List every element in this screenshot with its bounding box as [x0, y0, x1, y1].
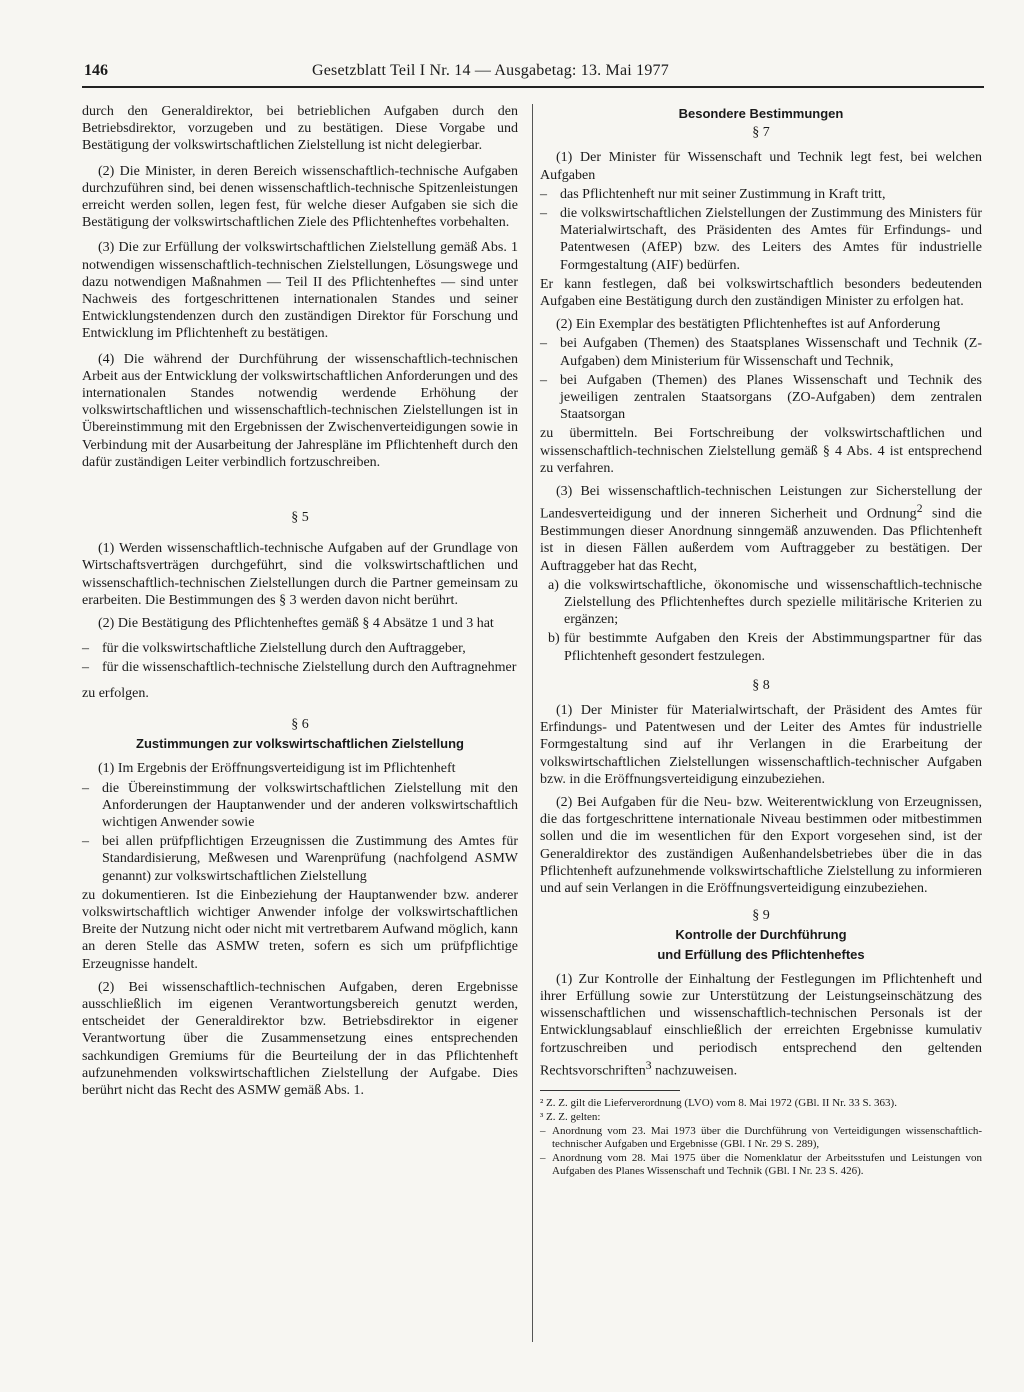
list-item	[540, 630, 982, 664]
running-title: Gesetzblatt Teil I Nr. 14 — Ausgabetag: 13. Mai 1977	[312, 62, 669, 79]
section-number: § 5	[291, 510, 309, 526]
right-column	[540, 103, 982, 1179]
dash-mark: –	[82, 780, 89, 796]
list-item	[82, 640, 518, 657]
section-number: § 8	[752, 677, 770, 693]
paragraph: (4) Die während der Durchführung der wissenschaftlich-technischen Arbeit aus der Entwicklung der volkswirtschaftlichen Anforderungen und des internationalen Standes notwendig werdende Erhöhung der volkswirtschaftlichen und wissenschaftlich-technischen Zielstellungen ist in Übereinstimmung mit den Ergebnissen der Zwischenverteidigungen sowie in Verbindung mit der Ausarbeitung der Jahrespläne im Pflichtenheft durch den dafür zuständigen Leiter verbindlich fortzuschreiben.	[82, 351, 518, 470]
footnote: ³ Z. Z. gelten:	[540, 1110, 601, 1123]
section-heading: und Erfüllung des Pflichtenheftes	[657, 946, 865, 962]
list-item-text: die Übereinstimmung der volkswirtschaftlichen Zielstellung mit den Anforderungen der Hauptanwender und der anderen volkswirtschaftlich wichtigen Anwender sowie	[102, 780, 518, 830]
footnote-item	[540, 1125, 982, 1151]
paragraph-text: sind die Bestimmungen dieser Anordnung sinngemäß anzuwenden. Das Pflichtenheft ist in diesen Fällen außerdem vom Auftraggeber zu bestätigen. Der Auftraggeber hat das Recht,	[540, 506, 982, 574]
left-column	[82, 103, 518, 1099]
list-item	[540, 186, 982, 203]
header-rule	[82, 86, 984, 88]
section-number: § 7	[752, 125, 770, 141]
paragraph: Er kann festlegen, daß bei volkswirtschaftlich besonders bedeutenden Aufgaben eine Bestätigung durch den zuständigen Minister zu erfolgen hat.	[540, 276, 982, 310]
paragraph: (2) Die Minister, in deren Bereich wissenschaftlich-technische Aufgaben durchzuführen sind, bei denen wissenschaftlich-technische Spitzenleistungen erreicht werden sollen, legen fest, für welche dieser Aufgaben sie sich die Bestätigung der volkswirtschaftlichen Ziele des Pflichtenheftes vorbehalten.	[82, 163, 518, 231]
list-marker: a)	[548, 577, 559, 593]
paragraph: (1) Werden wissenschaftlich-technische Aufgaben auf der Grundlage von Wirtschaftsverträgen durchgeführt, sind die volkswirtschaftlichen und wissenschaftlich-technischen Zielstellungen durch die Partner gemeinsam zu erarbeiten. Die Bestimmungen des § 3 werden davon nicht berührt.	[82, 541, 518, 608]
dash-mark: –	[540, 336, 547, 352]
list-item-text: bei Aufgaben (Themen) des Staatsplanes Wissenschaft und Technik (Z-Aufgaben) dem Ministerium für Wissenschaft und Technik,	[560, 336, 982, 369]
paragraph-text: (1) Zur Kontrolle der Einhaltung der Festlegungen im Pflichtenheft und ihrer Erfüllung sowie zur Unterstützung der Leistungseinschätzung des wissenschaftlichen und wissenschaftlich-technischen Personals ist der Entwicklungsablauf einschließlich der erreichten Ergebnisse kumulativ fortzuschreiben und periodisch entsprechend den geltenden Rechtsvorschriften	[540, 971, 982, 1079]
list-item-text: bei Aufgaben (Themen) des Planes Wissenschaft und Technik des jeweiligen zentralen Staatsorgans (ZO-Aufgaben) dem zentralen Staatsorgan	[560, 372, 982, 423]
paragraph: (1) Der Minister für Wissenschaft und Technik legt fest, bei welchen Aufgaben	[540, 150, 982, 183]
list-item-text: die volkswirtschaftliche, ökonomische und wissenschaftlich-technische Zielstellung des Pflichtenheftes durch spezielle militärische Kriterien zu ergänzen;	[564, 577, 982, 628]
paragraph	[540, 483, 982, 575]
paragraph: (2) Bei wissenschaftlich-technischen Aufgaben, deren Ergebnisse ausschließlich im eigenen Verantwortungsbereich genutzt werden, entscheidet der Generaldirektor bzw. Betriebsdirektor in eigener Verantwortung über die Zusammensetzung eines entsprechenden sachkundigen Gremiums für die Beurteilung der in das Pflichtenheft aufzunehmenden volkswirtschaftlichen Zielstellung der Aufgabe. Dies berührt nicht das Recht des ASMW gemäß Abs. 1.	[82, 979, 518, 1098]
section-number: § 6	[291, 716, 309, 732]
list-item-text: das Pflichtenheft nur mit seiner Zustimmung in Kraft tritt,	[560, 186, 886, 202]
list-marker: b)	[548, 631, 560, 647]
list-item	[540, 335, 982, 369]
list-item-text: bei allen prüfpflichtigen Erzeugnissen die Zustimmung des Amtes für Standardisierung, Meßwesen und Warenprüfung (nachfolgend ASMW genannt) zur volkswirtschaftlichen Zielstellung	[102, 834, 518, 884]
paragraph: zu übermitteln. Bei Fortschreibung der volkswirtschaftlichen und wissenschaftlich-technischen Zielstellung gemäß § 4 Abs. 4 ist entsprechend zu verfahren.	[540, 426, 982, 476]
list-item-text: für bestimmte Aufgaben den Kreis der Abstimmungspartner für das Pflichtenheft gesondert festzulegen.	[564, 631, 982, 664]
paragraph: (3) Die zur Erfüllung der volkswirtschaftlichen Zielstellung gemäß Abs. 1 notwendigen wissenschaftlich-technischen Zielstellungen, Lösungswege und dazu notwendigen Maßnahmen — Teil II des Pflichtenheftes — sind unter Nachweis des fortgeschrittenen internationalen Standes und seiner Entwicklungstendenzen durch den zuständigen Direktor für Forschung und Entwicklung im Pflichtenheft zu bestätigen.	[82, 240, 518, 342]
dash-mark: –	[82, 660, 89, 676]
footnote-item	[540, 1152, 982, 1178]
list-item-text: für die wissenschaftlich-technische Zielstellung durch den Auftragnehmer	[102, 660, 517, 676]
column-divider	[532, 104, 533, 1342]
paragraph: (2) Die Bestätigung des Pflichtenheftes gemäß § 4 Absätze 1 und 3 hat	[98, 616, 494, 632]
footnote-ref: 2	[916, 502, 923, 516]
paragraph	[540, 971, 982, 1080]
page-number: 146	[84, 62, 108, 79]
dash-mark: –	[540, 1124, 546, 1137]
section-heading: Besondere Bestimmungen	[678, 106, 844, 121]
paragraph: (2) Ein Exemplar des bestätigten Pflichtenheftes ist auf Anforderung	[556, 317, 941, 333]
list-item	[82, 659, 518, 676]
dash-mark: –	[82, 641, 89, 657]
list-item	[82, 833, 518, 885]
dash-mark: –	[82, 834, 89, 850]
dash-mark: –	[540, 372, 547, 388]
paragraph-text: nachzuweisen.	[651, 1063, 738, 1079]
list-item	[540, 205, 982, 274]
footnote-text: Anordnung vom 28. Mai 1975 über die Nomenklatur der Arbeitsstufen und Leistungen von Aufgaben des Planes Wissenschaft und Technik (GBl. I Nr. 23 S. 426).	[552, 1151, 982, 1177]
paragraph-text: (3) Bei wissenschaftlich-technischen Leistungen zur Sicherstellung der Landesverteidigung und der inneren Sicherheit und Ordnung	[540, 484, 982, 522]
list-item-text: die volkswirtschaftlichen Zielstellungen der Zustimmung des Ministers für Materialwirtschaft, des Präsidenten des Amtes für Erfindungs- und Patentwesen (AfEP) bzw. des Leiters des Amtes für industrielle Formgestaltung (AIF) bedürfen.	[560, 206, 982, 273]
footnote: ² Z. Z. gilt die Lieferverordnung (LVO) vom 8. Mai 1972 (GBl. II Nr. 33 S. 363).	[540, 1096, 897, 1109]
list-item	[82, 780, 518, 832]
footnote-text: Anordnung vom 23. Mai 1973 über die Durchführung von Verteidigungen wissenschaftlich-technischer Aufgaben und Ergebnisse (GBl. I Nr. 29 S. 289),	[552, 1124, 982, 1150]
paragraph: (2) Bei Aufgaben für die Neu- bzw. Weiterentwicklung von Erzeugnissen, die das fortgeschrittene internationale Niveau bestimmen oder mitbestimmen sollen und die im wesentlichen für den Export vorgesehen sind, ist der Generaldirektor des zuständigen Außenhandelsbetriebes über die in das Pflichtenheft aufzunehmende volkswirtschaftliche Zielstellung zu informieren und auf sein Verlangen in die Eröffnungsverteidigung einzubeziehen.	[540, 794, 982, 896]
section-heading: Kontrolle der Durchführung	[675, 927, 847, 943]
list-item	[540, 372, 982, 424]
paragraph: (1) Im Ergebnis der Eröffnungsverteidigung ist im Pflichtenheft	[98, 761, 456, 777]
list-item	[540, 577, 982, 629]
footnote-rule	[540, 1090, 680, 1091]
dash-mark: –	[540, 1151, 546, 1164]
paragraph: durch den Generaldirektor, bei betrieblichen Aufgaben durch den Betriebsdirektor, vorzugeben und zu bestätigen. Diese Vorgabe und Bestätigung der volkswirtschaftlichen Zielstellung ist nicht delegierbar.	[82, 104, 518, 154]
dash-mark: –	[540, 206, 547, 222]
paragraph: zu erfolgen.	[82, 685, 149, 701]
footnote-ref: 3	[645, 1058, 652, 1072]
paragraph: (1) Der Minister für Materialwirtschaft, der Präsident des Amtes für Erfindungs- und Patentwesen und der Leiter des Amtes für industrielle Formgestaltung sind auf ihr Verlangen in die Erarbeitung der volkswirtschaftlichen Zielstellungen wissenschaftlich-technischer Aufgaben bzw. in die Eröffnungsverteidigung einzubeziehen.	[540, 702, 982, 787]
section-heading: Zustimmungen zur volkswirtschaftlichen Zielstellung	[136, 736, 464, 752]
dash-mark: –	[540, 186, 547, 202]
section-number: § 9	[752, 908, 770, 924]
list-item-text: für die volkswirtschaftliche Zielstellung durch den Auftraggeber,	[102, 641, 466, 657]
paragraph: zu dokumentieren. Ist die Einbeziehung der Hauptanwender bzw. anderer volkswirtschaftlich wichtiger Anwender infolge der volkswirtschaftlichen Breite der Nutzung nicht oder nicht mit vertretbarem Aufwand möglich, kann an deren Stelle das ASMW treten, sofern es sich um prüfpflichtige Erzeugnisse handelt.	[82, 887, 518, 972]
page-header	[84, 62, 984, 84]
